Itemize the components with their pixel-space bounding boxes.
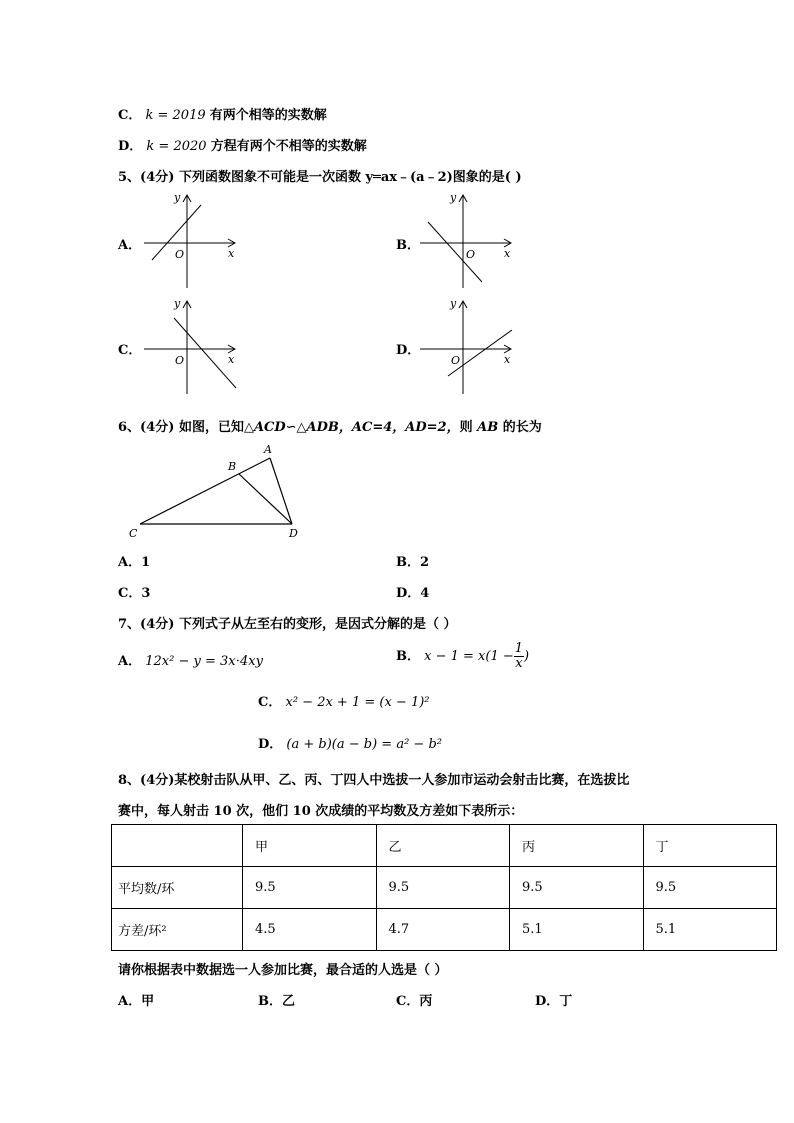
vertex-d-label: D	[289, 527, 298, 540]
q6-option-d	[396, 582, 429, 601]
option-value: 丙	[419, 994, 433, 1009]
table-header-cell: 乙	[376, 825, 510, 867]
option-label: B．	[396, 649, 420, 664]
question-text-mid: 则	[459, 420, 473, 435]
q5-option-c-label: C．	[118, 343, 142, 358]
table-cell: 4.7	[376, 909, 510, 951]
table-cell: 方差/环²	[112, 909, 243, 951]
table-row	[112, 909, 777, 951]
q7-option-b	[396, 642, 529, 671]
option-value: 甲	[141, 994, 155, 1009]
q6-option-b	[396, 551, 429, 570]
q4-option-d	[118, 135, 367, 154]
q5-graph-a	[140, 190, 250, 290]
option-math: 12x² − y = 3x⋅4xy	[145, 654, 263, 669]
q8-stem-line1	[118, 769, 629, 788]
option-math: k = 2020	[146, 139, 207, 154]
table-header-cell: 甲	[243, 825, 377, 867]
option-value: 1	[141, 555, 151, 570]
q7-option-a	[118, 650, 263, 669]
option-math: x − 1 = x(1 −	[424, 649, 514, 664]
q5-graph-c	[140, 296, 250, 396]
vertex-c-label: C	[129, 527, 138, 540]
question-number: 6、(4分)	[118, 420, 175, 435]
axis-y-label: y	[174, 297, 181, 310]
option-value: 2	[420, 555, 430, 570]
q8-stem-line2: 赛中，每人射击 10 次，他们 10 次成绩的平均数及方差如下表所示：	[118, 804, 524, 819]
vertex-a-label: A	[264, 443, 272, 456]
option-label: B．	[258, 994, 282, 1009]
vertex-b-label: B	[228, 460, 237, 473]
table-cell: 5.1	[510, 909, 644, 951]
table-cell: 9.5	[376, 867, 510, 909]
option-label: D．	[258, 737, 283, 752]
option-value: 4	[420, 586, 430, 601]
q6-option-a	[118, 551, 150, 570]
origin-label: O	[466, 248, 476, 261]
table-cell: 4.5	[243, 909, 377, 951]
option-label: C．	[118, 108, 142, 123]
table-cell: 9.5	[243, 867, 377, 909]
q7-stem	[118, 613, 456, 632]
fraction-numerator: 1	[514, 641, 524, 656]
origin-label: O	[175, 248, 185, 261]
table-header-cell	[112, 825, 243, 867]
question-number: 5、(4分)	[118, 170, 175, 185]
axis-x-label: x	[228, 353, 235, 366]
question-number: 7、(4分)	[118, 617, 175, 632]
option-math: k = 2019	[145, 108, 206, 123]
q5-graph-b	[416, 190, 526, 290]
option-label: C．	[118, 586, 142, 601]
q5-option-d-label: D．	[396, 343, 421, 358]
option-label: B．	[396, 555, 420, 570]
question-text: 如图，已知	[178, 420, 244, 435]
table-cell: 9.5	[643, 867, 777, 909]
fraction-denominator: x	[515, 656, 523, 671]
option-label: A．	[118, 654, 142, 669]
option-label: D．	[535, 994, 560, 1009]
q6-stem	[118, 416, 542, 435]
option-text: 有两个相等的实数解	[209, 108, 327, 123]
q8-question: 请你根据表中数据选一人参加比赛，最合适的人选是（ ）	[118, 963, 448, 978]
q8-option-a	[118, 990, 154, 1009]
option-label: D．	[118, 139, 143, 154]
q5-stem	[118, 166, 522, 185]
question-math-ab: AB	[477, 420, 499, 435]
score-table	[111, 824, 777, 951]
axis-y-label: y	[174, 191, 181, 204]
q4-option-c	[118, 104, 327, 123]
table-header-cell: 丁	[643, 825, 777, 867]
question-text: 下列函数图象不可能是一次函数 y═ax﹣(a﹣2)图象的是( )	[178, 170, 522, 185]
q6-option-c	[118, 582, 150, 601]
option-label: C．	[396, 994, 420, 1009]
question-number: 8、(4分)	[118, 773, 175, 788]
question-text-end: 的长为	[502, 420, 542, 435]
origin-label: O	[175, 354, 185, 367]
q8-option-c	[396, 990, 432, 1009]
option-value: 3	[141, 586, 151, 601]
table-row	[112, 867, 777, 909]
table-cell: 5.1	[643, 909, 777, 951]
axis-x-label: x	[504, 247, 511, 260]
option-text: 方程有两个不相等的实数解	[210, 139, 367, 154]
question-text: 下列式子从左至右的变形，是因式分解的是（ ）	[178, 617, 457, 632]
option-math: x² − 2x + 1 = (x − 1)²	[285, 695, 430, 710]
table-header-row	[112, 825, 777, 867]
option-label: A．	[118, 994, 142, 1009]
question-text: 某校射击队从甲、乙、丙、丁四人中选拔一人参加市运动会射击比赛，在选拔比	[174, 773, 630, 788]
q8-option-b	[258, 990, 295, 1009]
axis-x-label: x	[504, 353, 511, 366]
q5-option-b-label: B．	[396, 238, 420, 253]
q5-option-a-label: A．	[118, 238, 142, 253]
option-math-end: )	[524, 649, 530, 664]
axis-x-label: x	[228, 247, 235, 260]
q7-option-d	[258, 733, 442, 752]
option-label: D．	[396, 586, 421, 601]
question-math: △ACD∽△ADB，AC=4，AD=2，	[243, 420, 460, 435]
q5-graph-d	[416, 296, 526, 396]
table-cell: 9.5	[510, 867, 644, 909]
axis-y-label: y	[450, 297, 457, 310]
q8-option-d	[535, 990, 572, 1009]
fraction	[514, 642, 524, 671]
q7-option-c	[258, 691, 430, 710]
origin-label: O	[451, 354, 461, 367]
option-label: A．	[118, 555, 142, 570]
option-label: C．	[258, 695, 282, 710]
table-header-cell: 丙	[510, 825, 644, 867]
q6-triangle-figure	[125, 440, 315, 540]
axis-y-label: y	[450, 191, 457, 204]
option-value: 乙	[282, 994, 296, 1009]
option-value: 丁	[559, 994, 573, 1009]
option-math: (a + b)(a − b) = a² − b²	[286, 737, 442, 752]
table-cell: 平均数/环	[112, 867, 243, 909]
